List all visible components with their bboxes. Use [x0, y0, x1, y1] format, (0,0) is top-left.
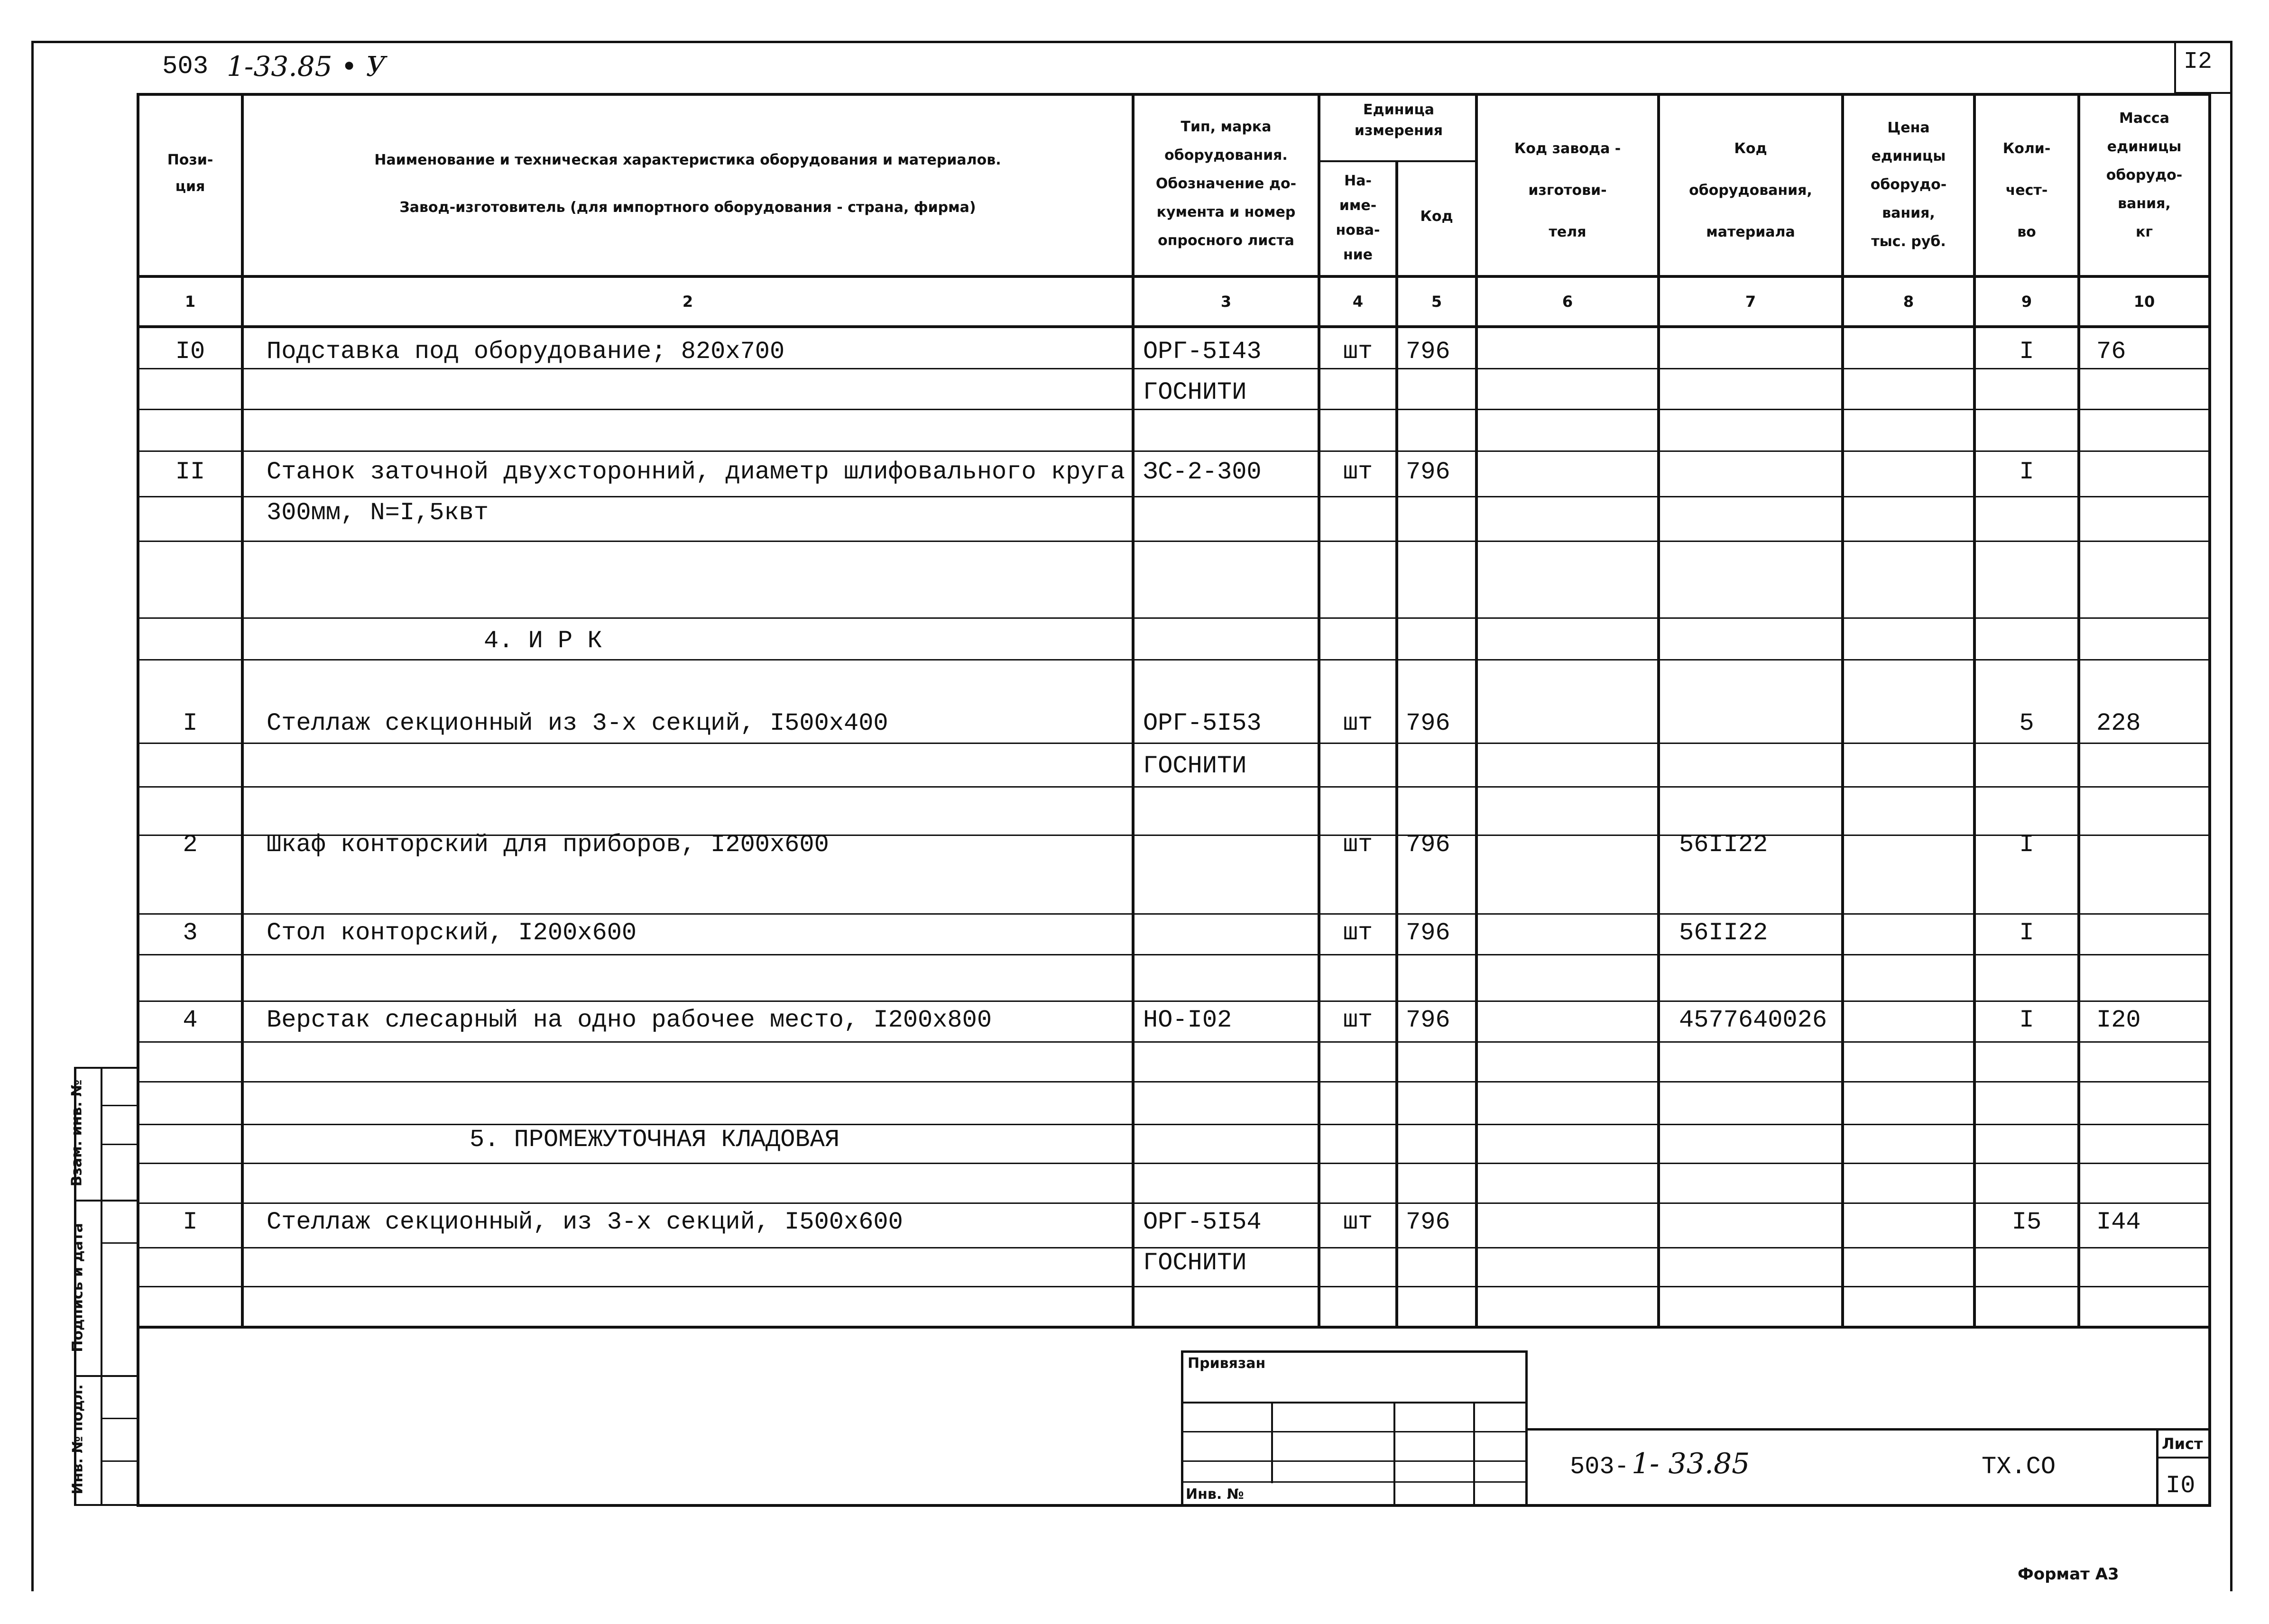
side-inner-div4 — [101, 1418, 138, 1419]
header-col6: Код завода - изготови- теля — [1514, 140, 1621, 240]
row-line — [137, 450, 2211, 452]
sheet-box-left — [2156, 1428, 2158, 1506]
table-top-line — [137, 93, 2211, 96]
row-line — [137, 786, 2211, 788]
table-cell-name: 4. И Р К — [484, 627, 602, 655]
privyazan-row3 — [1181, 1460, 1527, 1462]
side-stamp-mid — [101, 1067, 102, 1506]
colnum-10: 10 — [2133, 293, 2155, 311]
side-inner-div3 — [101, 1242, 138, 1244]
row-line — [137, 659, 2211, 661]
row-line — [137, 1286, 2211, 1287]
table-cell-code: 796 — [1406, 709, 1450, 737]
row-line — [137, 743, 2211, 744]
colnum-1: 1 — [184, 293, 196, 311]
table-cell-pos: 4 — [183, 1006, 198, 1034]
table-cell-name: Стеллаж секционный из 3-х секций, I500х400 — [267, 709, 888, 737]
colnum-6: 6 — [1562, 293, 1573, 311]
row-line — [137, 617, 2211, 619]
table-cell-name: Стол конторский, I200х600 — [267, 919, 637, 947]
table-cell-code: 796 — [1406, 831, 1450, 859]
page-number-box-left — [2174, 41, 2176, 93]
table-cell-name: Верстак слесарный на одно рабочее место, I200х800 — [267, 1006, 992, 1034]
table-cell-pos: 3 — [183, 919, 198, 947]
title-mark: ТХ.СО — [1982, 1453, 2056, 1481]
table-cell-qty: I — [2019, 1006, 2034, 1034]
row-line — [137, 954, 2211, 955]
header-col2: Наименование и техническая характеристика оборудования и материалов. Завод-изготовитель (для импортного оборудования - страна, фирма) — [374, 152, 1001, 216]
table-cell-mass: I20 — [2096, 1006, 2141, 1034]
table-cell-equip-code: 56II22 — [1679, 831, 1768, 859]
page-number: I2 — [2184, 48, 2213, 75]
outer-frame-right — [2230, 41, 2232, 1591]
header-col7: Код оборудования, материала — [1689, 140, 1812, 240]
table-cell-qty: I — [2019, 831, 2034, 859]
col-line-10 — [2208, 93, 2211, 1506]
table-cell-type: ОРГ-5I53 — [1143, 709, 1262, 737]
row-line — [137, 913, 2211, 915]
table-cell-qty: 5 — [2019, 709, 2034, 737]
side-inner-div2 — [101, 1144, 138, 1145]
row-line — [137, 496, 2211, 497]
title-bottom-line — [137, 1504, 2211, 1507]
table-cell-mass: I44 — [2096, 1208, 2141, 1236]
row-line — [137, 1163, 2211, 1164]
table-cell-unit: шт — [1343, 338, 1373, 366]
header-col1: Пози- ция — [167, 152, 213, 195]
side-label-inv-podl: Инв. № подл. — [69, 1384, 86, 1495]
table-cell-name: Станок заточной двухсторонний, диаметр шлифовального круга — [267, 458, 1125, 486]
colnum-2: 2 — [682, 293, 693, 311]
header-col10: Масса единицы оборудо- вания, кг — [2106, 110, 2183, 240]
privyazan-v1 — [1271, 1402, 1273, 1483]
colnum-7: 7 — [1745, 293, 1756, 311]
row-line — [137, 368, 2211, 369]
table-cell-pos: II — [175, 458, 205, 486]
row-line — [137, 1041, 2211, 1043]
row-line — [137, 409, 2211, 410]
table-bottom-line — [137, 1326, 2211, 1329]
table-cell-unit: шт — [1343, 709, 1373, 737]
side-inner-div1 — [101, 1105, 138, 1106]
table-cell-pos: I0 — [175, 338, 205, 366]
privyazan-row1 — [1181, 1402, 1527, 1404]
table-cell-name: 300мм, N=I,5квт — [267, 499, 489, 527]
inv-no-label: Инв. № — [1186, 1486, 1244, 1503]
table-cell-unit: шт — [1343, 831, 1373, 859]
table-cell-unit: шт — [1343, 1208, 1373, 1236]
table-cell-code: 796 — [1406, 1006, 1450, 1034]
table-cell-pos: I — [183, 709, 198, 737]
table-cell-name: 5. ПРОМЕЖУТОЧНАЯ КЛАДОВАЯ — [470, 1126, 840, 1154]
header-col5: Код — [1420, 208, 1453, 225]
colnum-9: 9 — [2021, 293, 2032, 311]
privyazan-row2 — [1181, 1431, 1527, 1432]
outer-frame-top — [31, 41, 2232, 43]
format-label: Формат А3 — [2018, 1565, 2119, 1584]
table-cell-qty: I — [2019, 919, 2034, 947]
table-cell-equip-code: 4577640026 — [1679, 1006, 1827, 1034]
table-cell-type: ГОСНИТИ — [1143, 752, 1247, 780]
col-line-4 — [1395, 160, 1398, 1328]
privyazan-row4 — [1181, 1481, 1527, 1483]
table-cell-unit: шт — [1343, 919, 1373, 947]
table-cell-qty: I — [2019, 458, 2034, 486]
table-cell-type: НО-I02 — [1143, 1006, 1232, 1034]
header-unit-title: Единица измерения — [1354, 101, 1443, 139]
table-cell-unit: шт — [1343, 458, 1373, 486]
table-cell-code: 796 — [1406, 1208, 1450, 1236]
sheet-value: I0 — [2166, 1472, 2195, 1500]
privyazan-v2 — [1393, 1402, 1395, 1506]
table-cell-qty: I5 — [2011, 1208, 2042, 1236]
header-col9: Коли- чест- во — [2002, 140, 2051, 240]
table-cell-pos: 2 — [183, 831, 198, 859]
header-col4: На- име- нова- ние — [1336, 173, 1380, 263]
colnum-3: 3 — [1220, 293, 1232, 311]
table-cell-code: 796 — [1406, 458, 1450, 486]
sheet-label: Лист — [2162, 1435, 2203, 1453]
row-line — [137, 541, 2211, 542]
title-doc-code-printed: 503- — [1570, 1453, 1629, 1481]
table-cell-equip-code: 56II22 — [1679, 919, 1768, 947]
row-line — [137, 1247, 2211, 1248]
table-cell-name: Стеллаж секционный, из 3-х секций, I500х600 — [267, 1208, 903, 1236]
table-cell-type: ОРГ-5I54 — [1143, 1208, 1262, 1236]
table-cell-code: 796 — [1406, 919, 1450, 947]
colnum-bottom-line — [137, 325, 2211, 328]
header-col3: Тип, марка оборудования. Обозначение до- кумента и номер опросного листа — [1155, 119, 1297, 249]
top-document-code: 503 — [162, 52, 209, 81]
table-cell-unit: шт — [1343, 1006, 1373, 1034]
row-line — [137, 1081, 2211, 1083]
side-inner-div5 — [101, 1460, 138, 1462]
table-cell-name: Подставка под оборудование; 820х700 — [267, 338, 785, 366]
table-cell-pos: I — [183, 1208, 198, 1236]
table-cell-mass: 228 — [2096, 709, 2141, 737]
row-line — [137, 1202, 2211, 1204]
privyazan-v3 — [1473, 1402, 1475, 1506]
outer-frame-left — [31, 41, 34, 1591]
colnum-4: 4 — [1352, 293, 1364, 311]
table-cell-mass: 76 — [2096, 338, 2126, 366]
colnum-5: 5 — [1431, 293, 1442, 311]
table-cell-code: 796 — [1406, 338, 1450, 366]
side-label-vzam: Взам. инв. № — [68, 1079, 85, 1187]
colnum-8: 8 — [1903, 293, 1914, 311]
table-cell-type: ГОСНИТИ — [1143, 378, 1247, 406]
title-code-top — [1525, 1428, 2211, 1431]
sheet-box-mid — [2156, 1457, 2211, 1459]
side-label-podpis: Подпись и дата — [69, 1223, 86, 1352]
table-cell-type: ЗС-2-300 — [1143, 458, 1262, 486]
table-cell-type: ОРГ-5I43 — [1143, 338, 1262, 366]
header-col8: Цена единицы оборудо- вания, тыс. руб. — [1870, 119, 1947, 250]
row-line — [137, 1000, 2211, 1002]
table-cell-name: Шкаф конторский для приборов, I200х600 — [267, 831, 829, 859]
privyazan-top — [1181, 1350, 1527, 1353]
row-line — [137, 1124, 2211, 1125]
table-cell-type: ГОСНИТИ — [1143, 1249, 1247, 1277]
side-stamp-div1 — [74, 1200, 138, 1202]
privyazan-label: Привязан — [1188, 1355, 1266, 1372]
table-cell-qty: I — [2019, 338, 2034, 366]
top-document-code-handwritten: 1-33.85 • У — [227, 50, 386, 83]
title-doc-code-handwritten: 1- 33.85 — [1632, 1447, 1750, 1480]
